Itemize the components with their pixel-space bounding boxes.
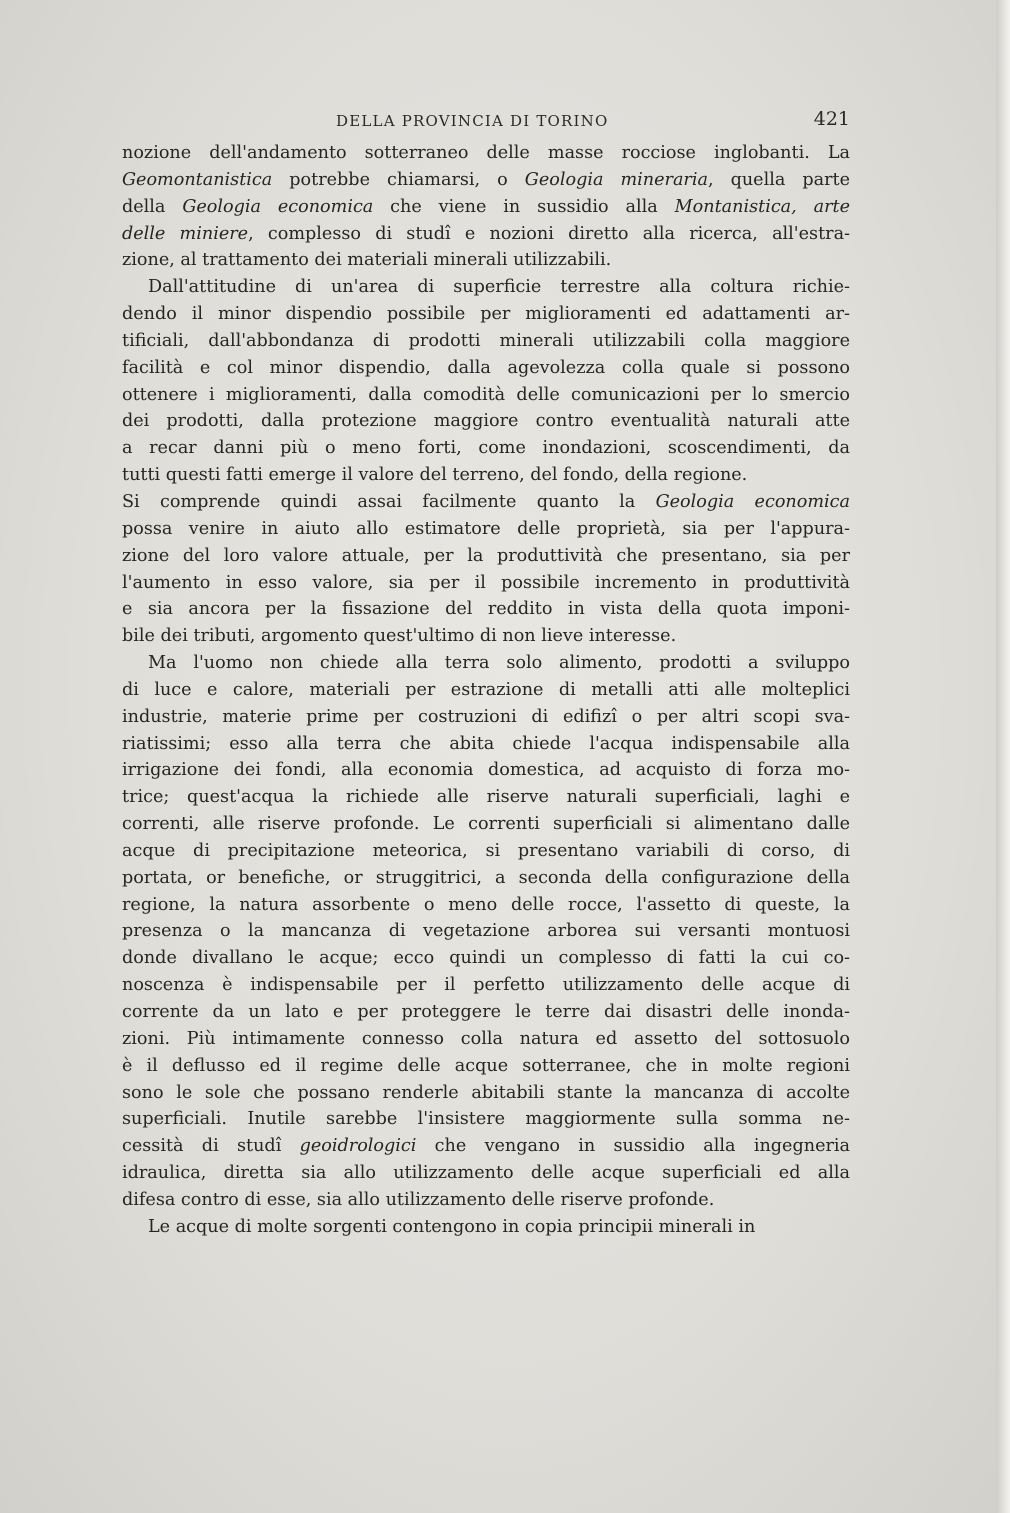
text-line <box>122 972 850 999</box>
text-line <box>122 1080 850 1107</box>
text-line <box>122 1214 850 1241</box>
text-run: Ma l'uomo non chiede alla terra solo alimento, prodotti a sviluppo <box>148 653 850 674</box>
text-run: l'aumento in esso valore, sia per il possibile incremento in produttività <box>122 572 850 593</box>
text-line <box>122 1053 850 1080</box>
text-run: noscenza è indispensabile per il perfetto utilizzamento delle acque di <box>122 975 850 996</box>
text-run: di luce e calore, materiali per estrazione di metalli atti alle molteplici <box>122 679 850 700</box>
text-line <box>122 543 850 570</box>
text-run: idraulica, diretta sia allo utilizzamento delle acque superficiali ed alla <box>122 1163 850 1184</box>
text-line <box>122 811 850 838</box>
page-number: 421 <box>813 108 850 130</box>
text-run: presenza o la mancanza di vegetazione arborea sui versanti montuosi <box>122 921 850 942</box>
text-line <box>122 274 850 301</box>
text-run: nozione dell'andamento sotterraneo delle masse rocciose inglobanti. La <box>122 143 850 163</box>
text-line <box>122 355 850 382</box>
text-run: che viene in sussidio alla <box>373 196 675 217</box>
text-line <box>122 1133 850 1160</box>
text-line <box>122 301 850 328</box>
text-run: difesa contro di esse, sia allo utilizzamento delle riserve profonde. <box>122 1189 715 1210</box>
text-line <box>122 570 850 597</box>
text-run: facilità e col minor dispendio, dalla agevolezza colla quale si possono <box>122 357 850 378</box>
text-line <box>122 623 850 650</box>
text-line <box>122 865 850 892</box>
text-run: acque di precipitazione meteorica, si presentano variabili di corso, di <box>122 840 850 861</box>
text-line <box>122 757 850 784</box>
text-run: Dall'attitudine di un'area di superficie terrestre alla coltura richie- <box>148 277 850 298</box>
text-line <box>122 999 850 1026</box>
text-line <box>122 408 850 435</box>
text-run: riatissimi; esso alla terra che abita chiede l'acqua indispensabile alla <box>122 733 850 754</box>
italic-term: Geologia economica <box>655 491 850 512</box>
text-line <box>122 435 850 462</box>
italic-term: Geomontanistica <box>122 169 273 190</box>
text-line <box>122 892 850 919</box>
text-run: tificiali, dall'abbondanza di prodotti minerali utilizzabili colla maggiore <box>122 330 850 351</box>
italic-term: delle miniere <box>122 223 249 244</box>
text-line <box>122 140 850 167</box>
text-run: , quella parte <box>707 169 850 190</box>
text-line <box>122 221 850 248</box>
text-line <box>122 945 850 972</box>
text-run: dendo il minor dispendio possibile per miglioramenti ed adattamenti ar- <box>122 304 850 325</box>
text-line <box>122 704 850 731</box>
page-edge-shadow <box>996 0 1010 1513</box>
text-run: zioni. Più intimamente connesso colla natura ed assetto del sottosuolo <box>122 1028 850 1049</box>
text-run: Le acque di molte sorgenti contengono in copia principii minerali in <box>148 1216 756 1237</box>
text-run: , complesso di studî e nozioni diretto alla ricerca, all'estra- <box>248 223 850 244</box>
text-line <box>122 1187 850 1214</box>
text-line <box>122 516 850 543</box>
text-run: portata, or benefiche, or struggitrici, a seconda della configurazione della <box>122 867 850 888</box>
text-run: potrebbe chiamarsi, o <box>272 169 525 190</box>
text-run: possa venire in aiuto allo estimatore delle proprietà, sia per l'appura- <box>122 518 850 539</box>
page-header <box>122 104 850 134</box>
text-run: tutti questi fatti emerge il valore del terreno, del fondo, della regione. <box>122 465 748 486</box>
italic-term: geoidrologici <box>299 1136 417 1157</box>
text-line <box>122 1160 850 1187</box>
text-line <box>122 247 850 274</box>
text-run: dei prodotti, dalla protezione maggiore contro eventualità naturali atte <box>122 411 850 432</box>
italic-term: Montanistica, arte <box>674 196 850 217</box>
text-run: e sia ancora per la fissazione del reddito in vista della quota imponi- <box>122 599 850 620</box>
text-run: superficiali. Inutile sarebbe l'insistere maggiormente sulla somma ne- <box>122 1109 850 1130</box>
text-run: che vengano in sussidio alla ingegneria <box>416 1136 850 1157</box>
text-run: Si comprende quindi assai facilmente quanto la <box>122 491 656 512</box>
text-run: sono le sole che possano renderle abitabili stante la mancanza di accolte <box>122 1082 850 1103</box>
text-line <box>122 1106 850 1133</box>
text-run: irrigazione dei fondi, alla economia domestica, ad acquisto di forza mo- <box>122 760 850 781</box>
text-line <box>122 1026 850 1053</box>
text-line <box>122 677 850 704</box>
text-line <box>122 731 850 758</box>
italic-term: Geologia economica <box>182 196 374 217</box>
text-run: è il deflusso ed il regime delle acque sotterranee, che in molte regioni <box>122 1055 850 1076</box>
text-run: zione del loro valore attuale, per la produttività che presentano, sia per <box>122 545 850 566</box>
text-run: industrie, materie prime per costruzioni di edifizî o per altri scopi sva- <box>122 706 850 727</box>
text-run: cessità di studî <box>122 1136 300 1157</box>
text-line <box>122 838 850 865</box>
text-run: a recar danni più o meno forti, come inondazioni, scoscendimenti, da <box>122 438 850 459</box>
text-run: zione, al trattamento dei materiali minerali utilizzabili. <box>122 250 612 271</box>
text-line <box>122 462 850 489</box>
body-text <box>122 140 850 1241</box>
text-line <box>122 918 850 945</box>
text-run: correnti, alle riserve profonde. Le correnti superficiali si alimentano dalle <box>122 814 850 835</box>
text-line <box>122 382 850 409</box>
text-line <box>122 489 850 516</box>
text-run: ottenere i miglioramenti, dalla comodità delle comunicazioni per lo smercio <box>122 384 850 405</box>
italic-term: Geologia mineraria <box>524 169 708 190</box>
text-line <box>122 784 850 811</box>
running-title: DELLA PROVINCIA DI TORINO <box>336 112 609 130</box>
text-run: della <box>122 196 183 217</box>
text-line <box>122 596 850 623</box>
text-run: bile dei tributi, argomento quest'ultimo di non lieve interesse. <box>122 626 677 647</box>
text-line <box>122 167 850 194</box>
text-line <box>122 328 850 355</box>
text-run: donde divallano le acque; ecco quindi un complesso di fatti la cui co- <box>122 948 850 969</box>
text-run: corrente da un lato e per proteggere le terre dai disastri delle inonda- <box>122 1002 850 1022</box>
text-run: trice; quest'acqua la richiede alle riserve naturali superficiali, laghi e <box>122 787 850 808</box>
text-line <box>122 650 850 677</box>
text-run: regione, la natura assorbente o meno delle rocce, l'assetto di queste, la <box>122 894 850 915</box>
text-line <box>122 194 850 221</box>
